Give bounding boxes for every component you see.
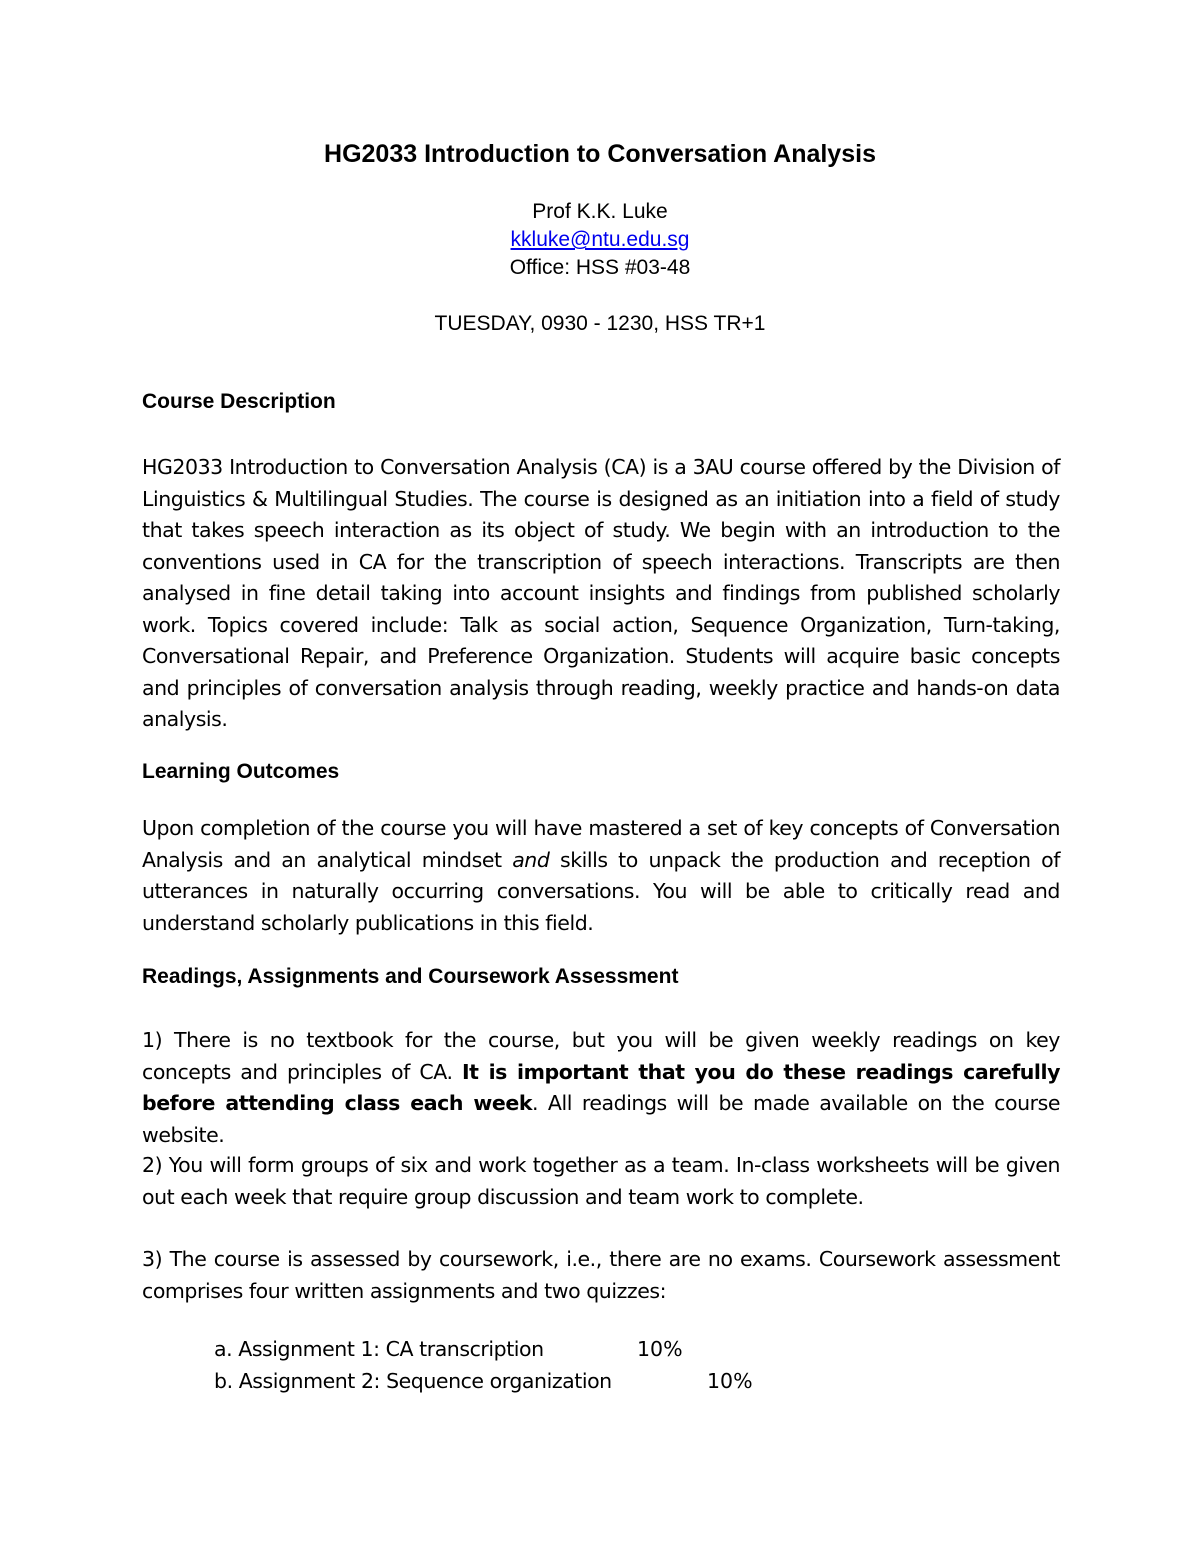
assessment-point-2: 2) You will form groups of six and work together as a team. In-class worksheets will be given out each week that require group discussion and team work to complete. <box>142 1153 1060 1209</box>
point-1-bold-text: It is important that you do these readings carefully before attending class each week <box>142 1059 1060 1115</box>
point-1-text-end: . All readings will be made available on the course website. <box>142 1091 1061 1147</box>
learning-outcomes-text <box>142 813 1060 939</box>
assessment-item-weight: 10% <box>637 1337 683 1361</box>
course-description-text: HG2033 Introduction to Conversation Analysis (CA) is a 3AU course offered by the Division of Linguistics & Multilingual Studies. The course is designed as an initiation into a field of study that takes speech interaction as its object of study. We begin with an introduction to the conventions used in CA for the transcription of speech interactions. Transcripts are then analysed in fine detail taking into account insights and findings from published scholarly work. Topics covered include: Talk as social action, Sequence Organization, Turn-taking, Conversational Repair, and Preference Organization. Students will acquire basic concepts and principles of conversation analysis through reading, weekly practice and hands-on data analysis. <box>142 455 1060 731</box>
learning-outcomes-heading: Learning Outcomes <box>142 760 340 783</box>
course-description-heading: Course Description <box>142 390 336 413</box>
learning-outcomes-emphasis: and <box>512 847 550 872</box>
instructor-email-line <box>0 228 1200 252</box>
assessment-point-1 <box>142 1025 1060 1151</box>
assessment-heading: Readings, Assignments and Coursework Assessment <box>142 965 679 988</box>
learning-outcomes-text-end: skills to unpack the production and reception of utterances in naturally occurring conversations. You will be able to critically read and understand scholarly publications in this field. <box>142 847 1060 935</box>
assessment-item-weight: 10% <box>707 1369 753 1393</box>
instructor-name: Prof K.K. Luke <box>532 200 668 223</box>
point-1-text: 1) There is no textbook for the course, but you will be given weekly readings on key concepts and principles of CA. <box>142 1028 1060 1084</box>
instructor-email-link[interactable]: kkluke@ntu.edu.sg <box>510 228 690 251</box>
learning-outcomes-text-start: Upon completion of the course you will have mastered a set of key concepts of Conversation Analysis and an analytical mindset <box>142 816 1060 872</box>
assessment-item-label: a. Assignment 1: CA transcription <box>214 1337 544 1361</box>
office-location: Office: HSS #03-48 <box>509 256 691 279</box>
class-schedule: TUESDAY, 0930 - 1230, HSS TR+1 <box>434 312 766 335</box>
assessment-item-label: b. Assignment 2: Sequence organization <box>214 1369 612 1393</box>
course-title: HG2033 Introduction to Conversation Analysis <box>324 140 876 168</box>
assessment-point-3: 3) The course is assessed by coursework, i.e., there are no exams. Coursework assessment comprises four written assignments and two quizzes: <box>142 1247 1060 1303</box>
